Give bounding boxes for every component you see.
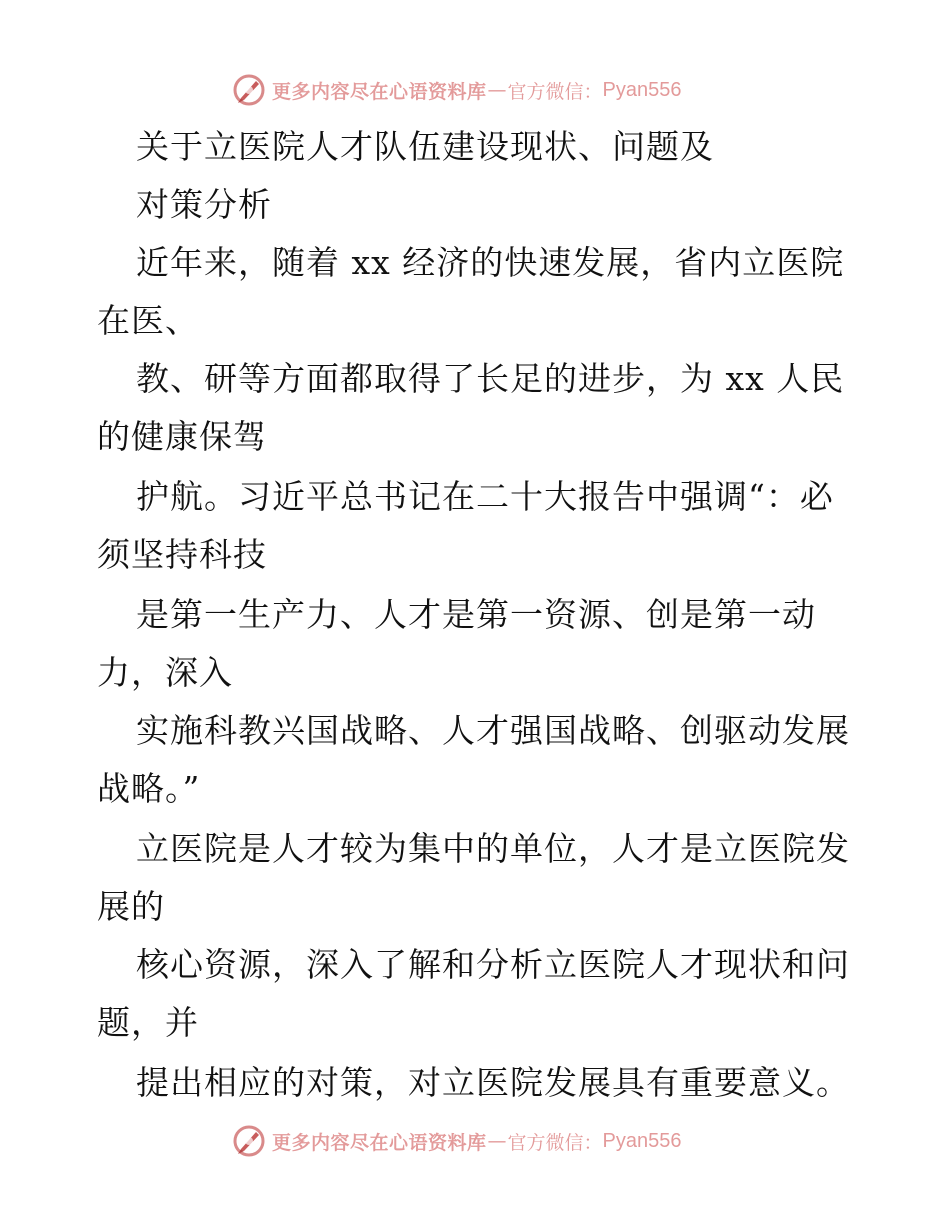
watermark-id: Pyan556 (602, 1129, 682, 1152)
doc-text-line: 题，并 (97, 1003, 199, 1042)
doc-text-line: 战略。” (97, 769, 201, 808)
doc-text-line: 展的 (97, 887, 165, 926)
footer-watermark (232, 1124, 682, 1158)
doc-text-line: 实施科教兴国战略、人才强国战略、创驱动发展 (136, 711, 850, 750)
doc-text-line: 护航。习近平总书记在二十大报告中强调“：必 (136, 477, 834, 516)
quill-seal-icon (232, 73, 266, 107)
doc-text-line: 的健康保驾 (97, 417, 267, 456)
doc-text-line: 须坚持科技 (97, 535, 267, 574)
doc-text-line: 力，深入 (97, 653, 233, 692)
watermark-label: 官方微信： (507, 80, 603, 103)
header-watermark (232, 73, 682, 107)
watermark-id: Pyan556 (602, 78, 682, 101)
watermark-label: 官方微信： (507, 1131, 603, 1154)
doc-text-line: 在医、 (97, 301, 199, 340)
doc-text-line: 是第一生产力、人才是第一资源、创是第一动 (136, 595, 816, 634)
watermark-site-text: 更多内容尽在心语资料库 (272, 80, 487, 103)
doc-text-line: 近年来，随着 xx 经济的快速发展，省内立医院 (136, 243, 845, 282)
doc-text-line: 立医院是人才较为集中的单位，人才是立医院发 (136, 829, 850, 868)
watermark-site-text: 更多内容尽在心语资料库 (272, 1131, 487, 1154)
watermark-dash: — (487, 79, 507, 101)
watermark-dash: — (487, 1130, 507, 1152)
doc-text-line: 教、研等方面都取得了长足的进步，为 xx 人民 (136, 359, 845, 398)
doc-text-line: 核心资源，深入了解和分析立医院人才现状和问 (136, 945, 850, 984)
quill-seal-icon (232, 1124, 266, 1158)
doc-title-line-1: 关于立医院人才队伍建设现状、问题及 (136, 127, 714, 166)
doc-text-line: 提出相应的对策，对立医院发展具有重要意义。 (136, 1063, 850, 1102)
doc-title-line-2: 对策分析 (136, 185, 272, 224)
